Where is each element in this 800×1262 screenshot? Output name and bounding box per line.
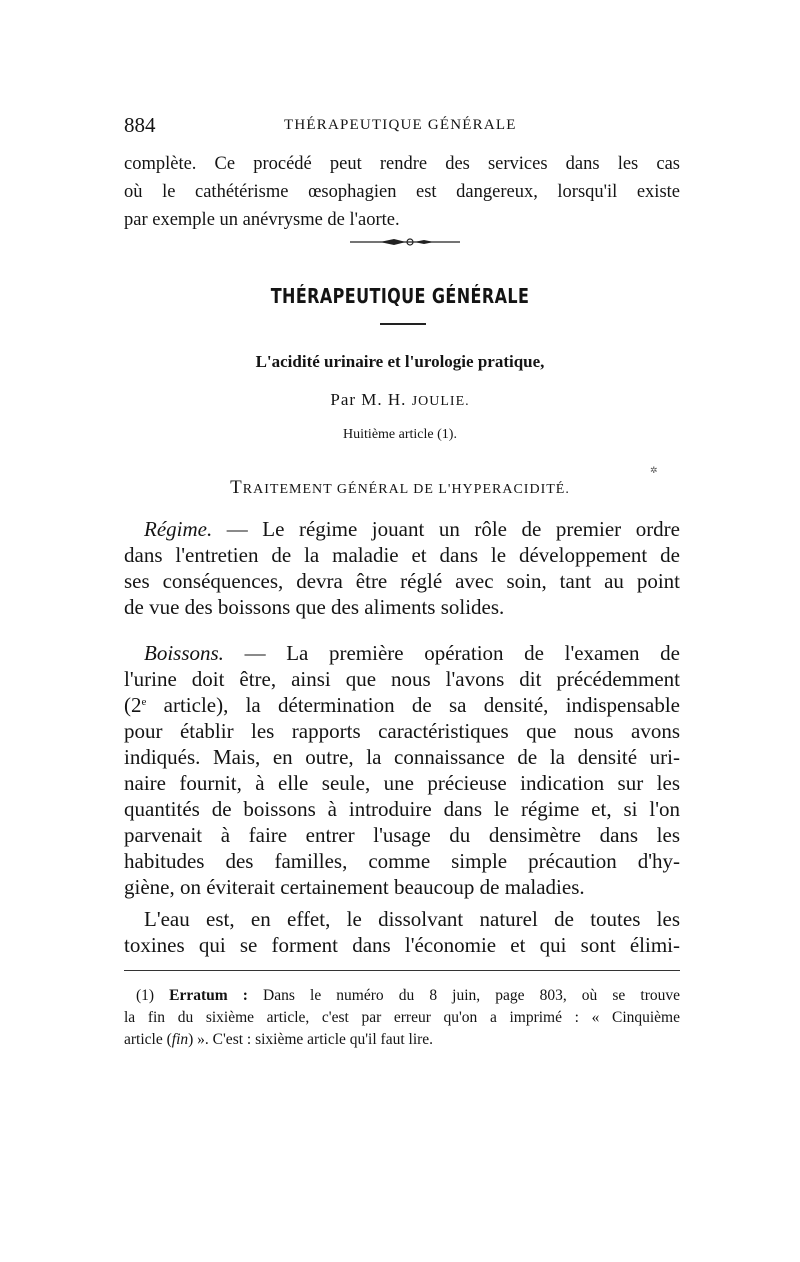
- text-line: complète. Ce procédé peut rendre des services dans les cas: [124, 154, 680, 174]
- footnote-marker: (1): [136, 987, 155, 1004]
- running-head: THÉRAPEUTIQUE GÉNÉRALE: [284, 117, 517, 133]
- title-rule: [380, 323, 426, 325]
- author-line: [0, 390, 800, 410]
- text-line: (2e article), la détermination de sa densité, indispensable: [124, 693, 680, 717]
- text-line: où le cathétérisme œsophagien est dangereux, lorsqu'il existe: [124, 182, 680, 202]
- fin-italic: fin: [171, 1031, 189, 1048]
- page-number: 884: [124, 113, 156, 137]
- text-line: quantités de boissons à introduire dans le régime et, si l'on: [124, 797, 680, 821]
- text-line: l'urine doit être, ainsi que nous l'avons dit précédemment: [124, 667, 680, 691]
- text-line: giène, on éviterait certainement beaucoup de maladies.: [124, 875, 585, 899]
- text-line: indiqués. Mais, en outre, la connaissance de la densité uri-: [124, 745, 680, 769]
- footnote-rule: [124, 970, 680, 971]
- text-line: de vue des boissons que des aliments solides.: [124, 595, 505, 619]
- text-line: par exemple un anévrysme de l'aorte.: [124, 210, 400, 230]
- text-line: (1) Erratum : Dans le numéro du 8 juin, page 803, où se trouve: [136, 987, 680, 1004]
- page-header: [124, 113, 680, 143]
- ordinal-superscript: e: [141, 696, 147, 708]
- article-number: Huitième article (1).: [343, 427, 457, 442]
- text-line: toxines qui se forment dans l'économie et qui sont élimi-: [124, 933, 680, 957]
- text-line: naire fournit, à elle seule, une précieuse indication sur les: [124, 771, 680, 795]
- text-line: Régime. — Le régime jouant un rôle de premier ordre: [144, 517, 680, 541]
- footnote-erratum: [124, 985, 680, 1051]
- author-name: JOULIE.: [411, 394, 470, 409]
- regime-label: Régime.: [144, 517, 213, 541]
- author-prefix: Par M. H.: [330, 390, 407, 409]
- subheading-initial: T: [230, 477, 243, 498]
- paragraph-eau: [124, 906, 680, 958]
- text-line: habitudes des familles, comme simple précaution d'hy-: [124, 849, 680, 873]
- text-line: Boissons. — La première opération de l'examen de: [144, 641, 680, 665]
- text-line: L'eau est, en effet, le dissolvant naturel de toutes les: [144, 907, 680, 931]
- text-line: article (fin) ». C'est : sixième article qu'il faut lire.: [124, 1031, 434, 1048]
- text-line: la fin du sixième article, c'est par erreur qu'on a imprimé : « Cinquième: [124, 1009, 680, 1026]
- text-line: ses conséquences, devra être réglé avec soin, tant au point: [124, 569, 680, 593]
- paragraph-regime: [124, 516, 680, 620]
- section-title: THÉRAPEUTIQUE GÉNÉRALE: [270, 284, 530, 308]
- subheading: [0, 477, 800, 499]
- erratum-label: Erratum :: [169, 987, 248, 1004]
- print-speck-icon: ✲: [650, 465, 658, 475]
- paragraph-boissons: [124, 640, 680, 900]
- subheading-rest: RAITEMENT GÉNÉRAL DE L'HYPERACIDITÉ.: [242, 482, 570, 497]
- article-title: L'acidité urinaire et l'urologie pratique,: [255, 352, 545, 371]
- text-line: parvenait à faire entrer l'usage du densimètre dans les: [124, 823, 680, 847]
- text-line: pour établir les rapports caractéristiques que nous avons: [124, 719, 680, 743]
- text-line: dans l'entretien de la maladie et dans le développement de: [124, 543, 680, 567]
- divider-ornament: [350, 237, 460, 247]
- boissons-label: Boissons.: [144, 641, 224, 665]
- previous-article-ending: [124, 150, 680, 234]
